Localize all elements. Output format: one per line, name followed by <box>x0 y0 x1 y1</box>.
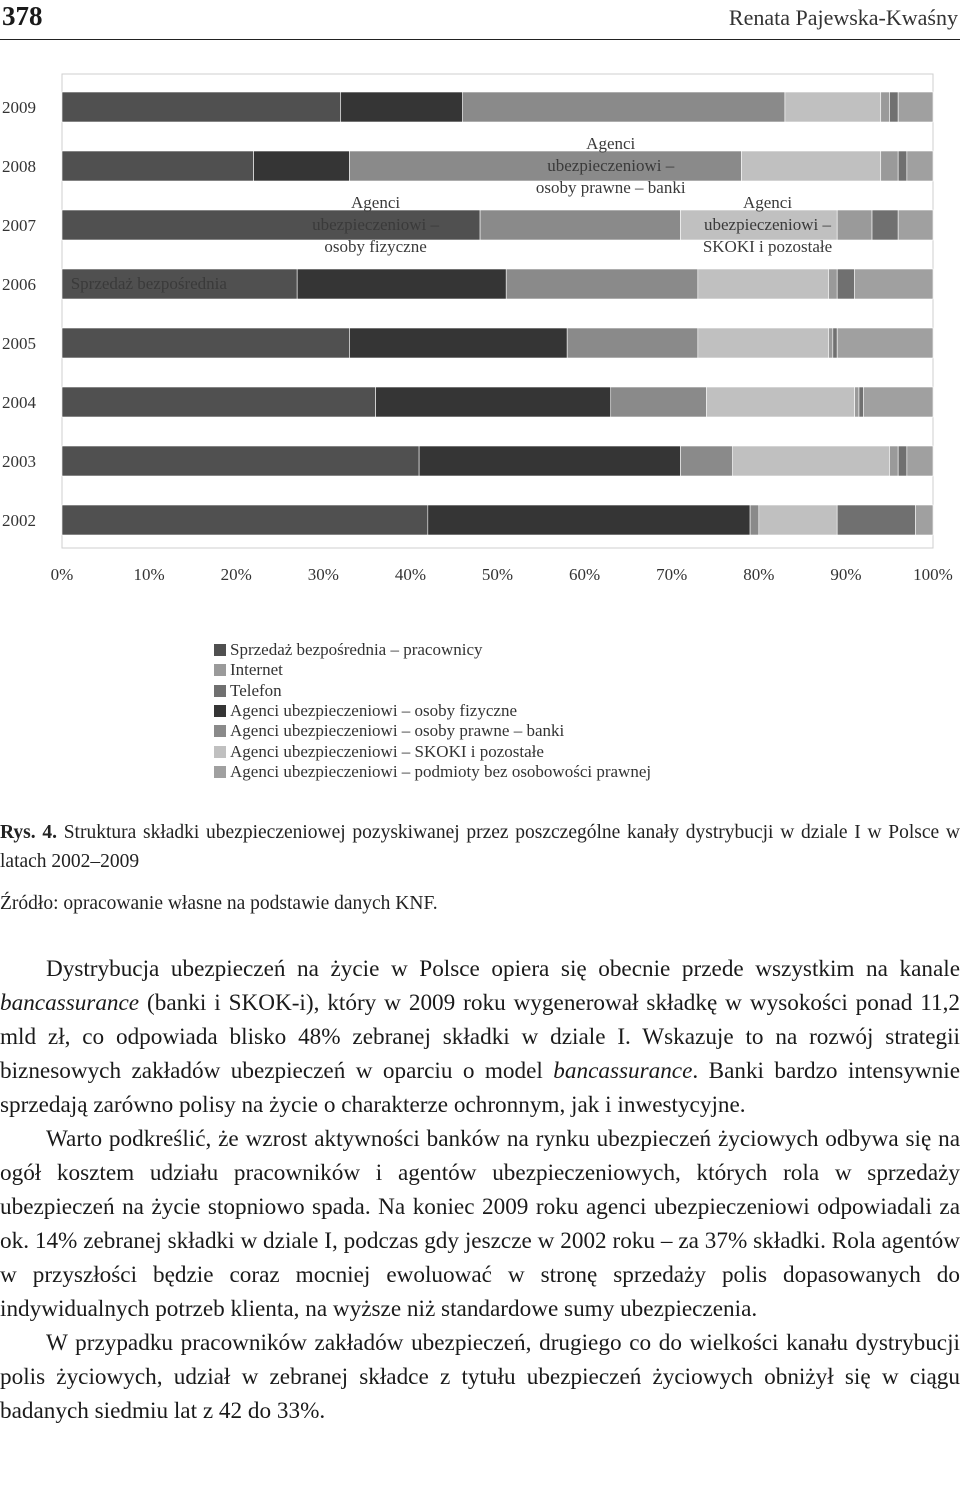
bar-segment-2006-s1 <box>297 269 506 299</box>
bar-segment-2009-s5 <box>889 92 898 122</box>
y-tick-label-2005: 2005 <box>2 334 36 353</box>
bar-segment-2009-s2 <box>463 92 785 122</box>
annotation-2-line-0: Agenci <box>586 134 636 153</box>
x-tick-label-6: 60% <box>569 565 601 584</box>
bar-segment-2005-s4 <box>828 328 832 358</box>
x-tick-label-10: 100% <box>913 565 953 584</box>
caption-label-number: 4. <box>42 822 57 843</box>
x-tick-label-4: 40% <box>394 565 426 584</box>
y-tick-label-2009: 2009 <box>2 98 36 117</box>
paragraph-3: W przypadku pracowników zakładów ubezpieczeń, drugiego co do wielkości kanału dystrybucji polis życiowych, udział w zebranej składce z tytułu ubezpieczeń życiowych obniżył się w ciągu badanych siedmiu lat z 42 do 33%. <box>0 1330 960 1424</box>
bar-segment-2004-s2 <box>611 387 707 417</box>
legend-label-0: Sprzedaż bezpośrednia – pracownicy <box>230 640 483 660</box>
bar-segment-2006-s5 <box>837 269 854 299</box>
annotation-1-line-1: ubezpieczeniowi – <box>312 215 440 234</box>
y-tick-label-2007: 2007 <box>2 216 36 235</box>
y-tick-label-2002: 2002 <box>2 511 36 530</box>
bar-segment-2009-s3 <box>785 92 881 122</box>
bar-segment-2006-s3 <box>698 269 829 299</box>
page-header <box>0 0 960 40</box>
bar-segment-2007-s5 <box>872 210 898 240</box>
legend-label-6: Agenci ubezpieczeniowi – podmioty bez osobowości prawnej <box>230 761 652 781</box>
bar-segment-2008-s4 <box>881 151 898 181</box>
legend-swatch-3 <box>214 705 226 717</box>
legend-item-1 <box>214 660 651 680</box>
y-tick-label-2008: 2008 <box>2 157 36 176</box>
legend-item-6 <box>214 762 651 782</box>
paragraph-2: Warto podkreślić, że wzrost aktywności banków na rynku ubezpieczeń życiowych odbywa się na ogół kosztem udziału pracowników i agentów ubezpieczeniowych, których rola w sprzedaży ubezpieczeń na życie stopniowo spada. Na koniec 2009 roku agenci ubezpieczeniowi odpowiadali za ok. 14% zebranej składki w dziale I, podczas gdy jeszcze w 2002 roku – za 37% składki. Rola agentów w przyszłości będzie coraz mocniej ewoluować w stronę sprzedaży polis dopasowanych do indywidualnych potrzeb klienta, na wyższe niż standardowe sumy ubezpieczenia. <box>0 1126 960 1322</box>
stacked-bar-chart <box>0 60 960 620</box>
x-tick-label-3: 30% <box>307 565 339 584</box>
legend-item-3 <box>214 701 651 721</box>
bar-segment-2002-s6 <box>916 505 933 535</box>
legend-swatch-4 <box>214 725 226 737</box>
legend-label-3: Agenci ubezpieczeniowi – osoby fizyczne <box>230 701 517 721</box>
bar-segment-2006-s2 <box>506 269 698 299</box>
legend-label-1: Internet <box>230 660 283 680</box>
y-tick-label-2003: 2003 <box>2 452 36 471</box>
bar-segment-2004-s0 <box>62 387 376 417</box>
p1-emphasis-1: bancassurance <box>0 990 140 1016</box>
bar-segment-2004-s4 <box>855 387 859 417</box>
annotation-2-line-2: osoby prawne – banki <box>535 178 686 197</box>
p1-text-c: . Banki bardzo intensywnie sprzedają zarówno polisy na życie o charakterze ochronnym, jak i inwestycyjne. <box>0 1058 960 1118</box>
caption-text: Struktura składki ubezpieczeniowej pozyskiwanej przez poszczególne kanały dystrybucji w dziale I w Polsce w latach 2002–2009 <box>0 822 960 872</box>
bar-segment-2005-s0 <box>62 328 349 358</box>
legend-label-4: Agenci ubezpieczeniowi – osoby prawne – banki <box>230 721 565 741</box>
bar-segment-2005-s1 <box>349 328 567 358</box>
chart-legend <box>214 640 651 782</box>
bar-segment-2003-s6 <box>907 446 933 476</box>
annotation-3-line-2: SKOKI i pozostałe <box>702 237 833 256</box>
legend-swatch-0 <box>214 644 226 656</box>
y-tick-label-2006: 2006 <box>2 275 36 294</box>
bar-segment-2003-s0 <box>62 446 419 476</box>
bar-segment-2005-s3 <box>698 328 829 358</box>
bar-segment-2008-s3 <box>741 151 880 181</box>
legend-swatch-5 <box>214 746 226 758</box>
legend-item-0 <box>214 640 651 660</box>
figure-source: Źródło: opracowanie własne na podstawie danych KNF. <box>0 893 438 914</box>
bar-segment-2007-s4 <box>837 210 872 240</box>
bar-segment-2005-s6 <box>837 328 933 358</box>
p1-text-a: Dystrybucja ubezpieczeń na życie w Polsce opiera się obecnie przede wszystkim na kanale <box>46 956 960 982</box>
x-tick-label-0: 0% <box>50 565 74 584</box>
bar-segment-2006-s4 <box>828 269 837 299</box>
running-head-author: Renata Pajewska-Kwaśny <box>728 5 958 30</box>
bar-segment-2008-s5 <box>898 151 907 181</box>
bar-segment-2009-s0 <box>62 92 341 122</box>
annotation-2-line-1: ubezpieczeniowi – <box>547 156 675 175</box>
x-tick-label-5: 50% <box>481 565 514 584</box>
annotation-1-line-0: Agenci <box>351 193 401 212</box>
legend-swatch-6 <box>214 766 226 778</box>
caption-label-rys: Rys. <box>0 822 36 843</box>
bar-segment-2003-s5 <box>898 446 907 476</box>
bar-segment-2008-s0 <box>62 151 254 181</box>
bar-segment-2004-s5 <box>859 387 863 417</box>
bar-segment-2003-s3 <box>733 446 890 476</box>
bar-segment-2002-s3 <box>759 505 837 535</box>
legend-label-5: Agenci ubezpieczeniowi – SKOKI i pozostałe <box>230 741 544 761</box>
bar-segment-2002-s1 <box>428 505 750 535</box>
page-number: 378 <box>2 1 43 31</box>
p1-emphasis-2: bancassurance <box>553 1058 693 1084</box>
annotation-1-line-2: osoby fizyczne <box>324 237 427 256</box>
bar-segment-2009-s4 <box>881 92 890 122</box>
bar-segment-2003-s1 <box>419 446 680 476</box>
legend-swatch-2 <box>214 685 226 697</box>
bar-segment-2009-s1 <box>341 92 463 122</box>
bar-segment-2007-s2 <box>480 210 680 240</box>
bar-segment-2003-s4 <box>889 446 898 476</box>
bar-segment-2002-s5 <box>837 505 915 535</box>
legend-item-5 <box>214 741 651 761</box>
bar-segment-2004-s3 <box>707 387 855 417</box>
bar-segment-2002-s0 <box>62 505 428 535</box>
bar-segment-2009-s6 <box>898 92 933 122</box>
bar-segment-2003-s2 <box>680 446 732 476</box>
legend-item-4 <box>214 721 651 741</box>
legend-label-2: Telefon <box>230 680 282 700</box>
bar-segment-2008-s2 <box>349 151 741 181</box>
bar-segment-2007-s6 <box>898 210 933 240</box>
x-tick-label-8: 80% <box>743 565 775 584</box>
legend-swatch-1 <box>214 664 226 676</box>
bar-segment-2005-s2 <box>567 328 698 358</box>
x-tick-label-1: 10% <box>133 565 165 584</box>
x-tick-label-2: 20% <box>220 565 252 584</box>
x-tick-label-7: 70% <box>656 565 688 584</box>
annotation-3-line-0: Agenci <box>742 193 793 212</box>
body-text <box>0 952 960 1428</box>
bar-segment-2002-s2 <box>750 505 759 535</box>
p1-text-b: (banki i SKOK-i), który w 2009 roku wygenerował składkę w wysokości ponad 11,2 mld zł, co odpowiada blisko 48% zebranej składki w dziale I. Wskazuje to na rozwój strategii biznesowych zakładów ubezpieczeń w oparciu o model <box>0 990 960 1084</box>
bar-segment-2004-s1 <box>376 387 611 417</box>
bar-segment-2008-s1 <box>254 151 350 181</box>
paragraph-1 <box>0 952 960 1122</box>
annotation-0-line-0: Sprzedaż bezpośrednia <box>70 274 227 293</box>
bar-segment-2005-s5 <box>833 328 837 358</box>
x-tick-label-9: 90% <box>830 565 862 584</box>
bar-segment-2008-s6 <box>907 151 933 181</box>
bar-segment-2006-s6 <box>855 269 933 299</box>
figure-caption <box>0 818 960 876</box>
plot-area <box>62 74 933 548</box>
annotation-3-line-1: ubezpieczeniowi – <box>704 215 831 234</box>
y-tick-label-2004: 2004 <box>2 393 36 412</box>
bar-segment-2004-s6 <box>863 387 933 417</box>
legend-item-2 <box>214 681 651 701</box>
